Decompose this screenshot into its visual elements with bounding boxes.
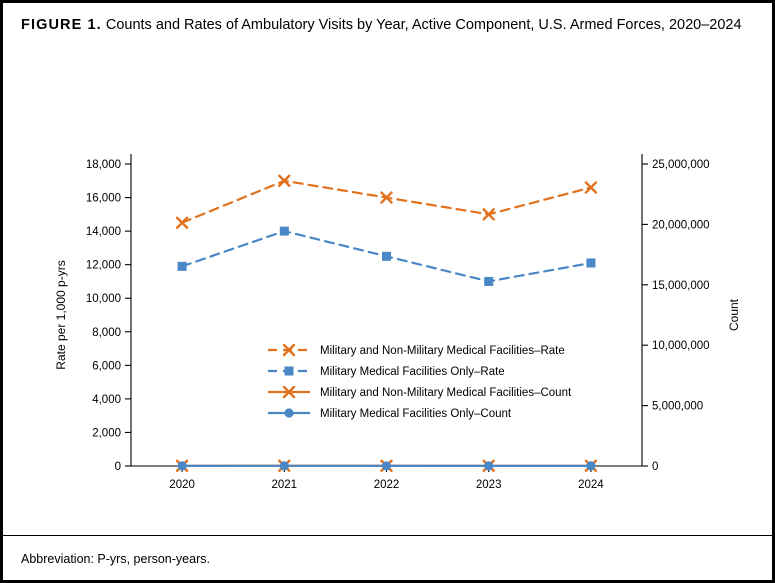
y-tick-label-right: 15,000,000 [652, 279, 710, 292]
marker-square [484, 277, 493, 286]
y-tick-label-left: 2,000 [92, 427, 121, 440]
marker-square [280, 227, 289, 236]
legend-label: Military Medical Facilities Only–Rate [320, 366, 505, 378]
marker-circle [284, 408, 293, 417]
marker-square [285, 367, 294, 376]
y-tick-label-left: 18,000 [85, 159, 121, 171]
x-tick-label: 2020 [169, 479, 195, 491]
y-tick-label-right: 25,000,000 [652, 159, 710, 171]
y-tick-label-left: 0 [114, 461, 121, 473]
marker-circle [484, 461, 493, 470]
legend-label: Military and Non-Military Medical Facilities–Rate [320, 345, 565, 357]
series-line-0 [182, 181, 591, 223]
x-tick-label: 2021 [271, 479, 298, 491]
figure-title [21, 15, 759, 36]
marker-circle [280, 461, 289, 470]
y-tick-label-left: 6,000 [92, 360, 121, 373]
marker-circle [382, 461, 391, 470]
marker-square [382, 252, 391, 261]
y-tick-label-right: 5,000,000 [652, 400, 704, 413]
y-tick-label-left: 4,000 [92, 393, 121, 406]
marker-circle [178, 461, 187, 470]
marker-circle [586, 461, 595, 470]
legend-label: Military Medical Facilities Only–Count [320, 408, 512, 420]
legend-item [268, 387, 572, 399]
legend-item [268, 345, 565, 357]
line-chart [3, 98, 772, 518]
footer-divider [3, 535, 772, 536]
y-tick-label-right: 10,000,000 [652, 340, 710, 353]
y-tick-label-left: 12,000 [85, 259, 121, 272]
legend-label: Military and Non-Military Medical Facilities–Count [320, 387, 572, 399]
figure-caption: Counts and Rates of Ambulatory Visits by Year, Active Component, U.S. Armed Forces, 2020–2024 [105, 17, 742, 33]
y-axis-title-right: Count [727, 298, 741, 332]
legend-item [268, 408, 512, 420]
marker-square [178, 262, 187, 271]
x-tick-label: 2022 [373, 479, 400, 491]
y-axis-title-left: Rate per 1,000 p-yrs [54, 260, 68, 370]
y-tick-label-left: 16,000 [85, 192, 121, 205]
y-tick-label-right: 20,000,000 [652, 219, 710, 232]
legend-item [268, 366, 505, 378]
marker-square [586, 258, 595, 267]
x-tick-label: 2023 [475, 479, 502, 491]
y-tick-label-right: 0 [652, 461, 659, 473]
y-tick-label-left: 14,000 [85, 226, 121, 239]
y-tick-label-left: 10,000 [85, 293, 121, 306]
figure-number: FIGURE 1. [21, 17, 102, 33]
x-tick-label: 2024 [578, 479, 604, 491]
figure-footnote: Abbreviation: P-yrs, person-years. [21, 552, 210, 566]
marker-x [177, 218, 187, 228]
y-tick-label-left: 8,000 [92, 326, 121, 339]
chart-plot-area [3, 98, 772, 518]
